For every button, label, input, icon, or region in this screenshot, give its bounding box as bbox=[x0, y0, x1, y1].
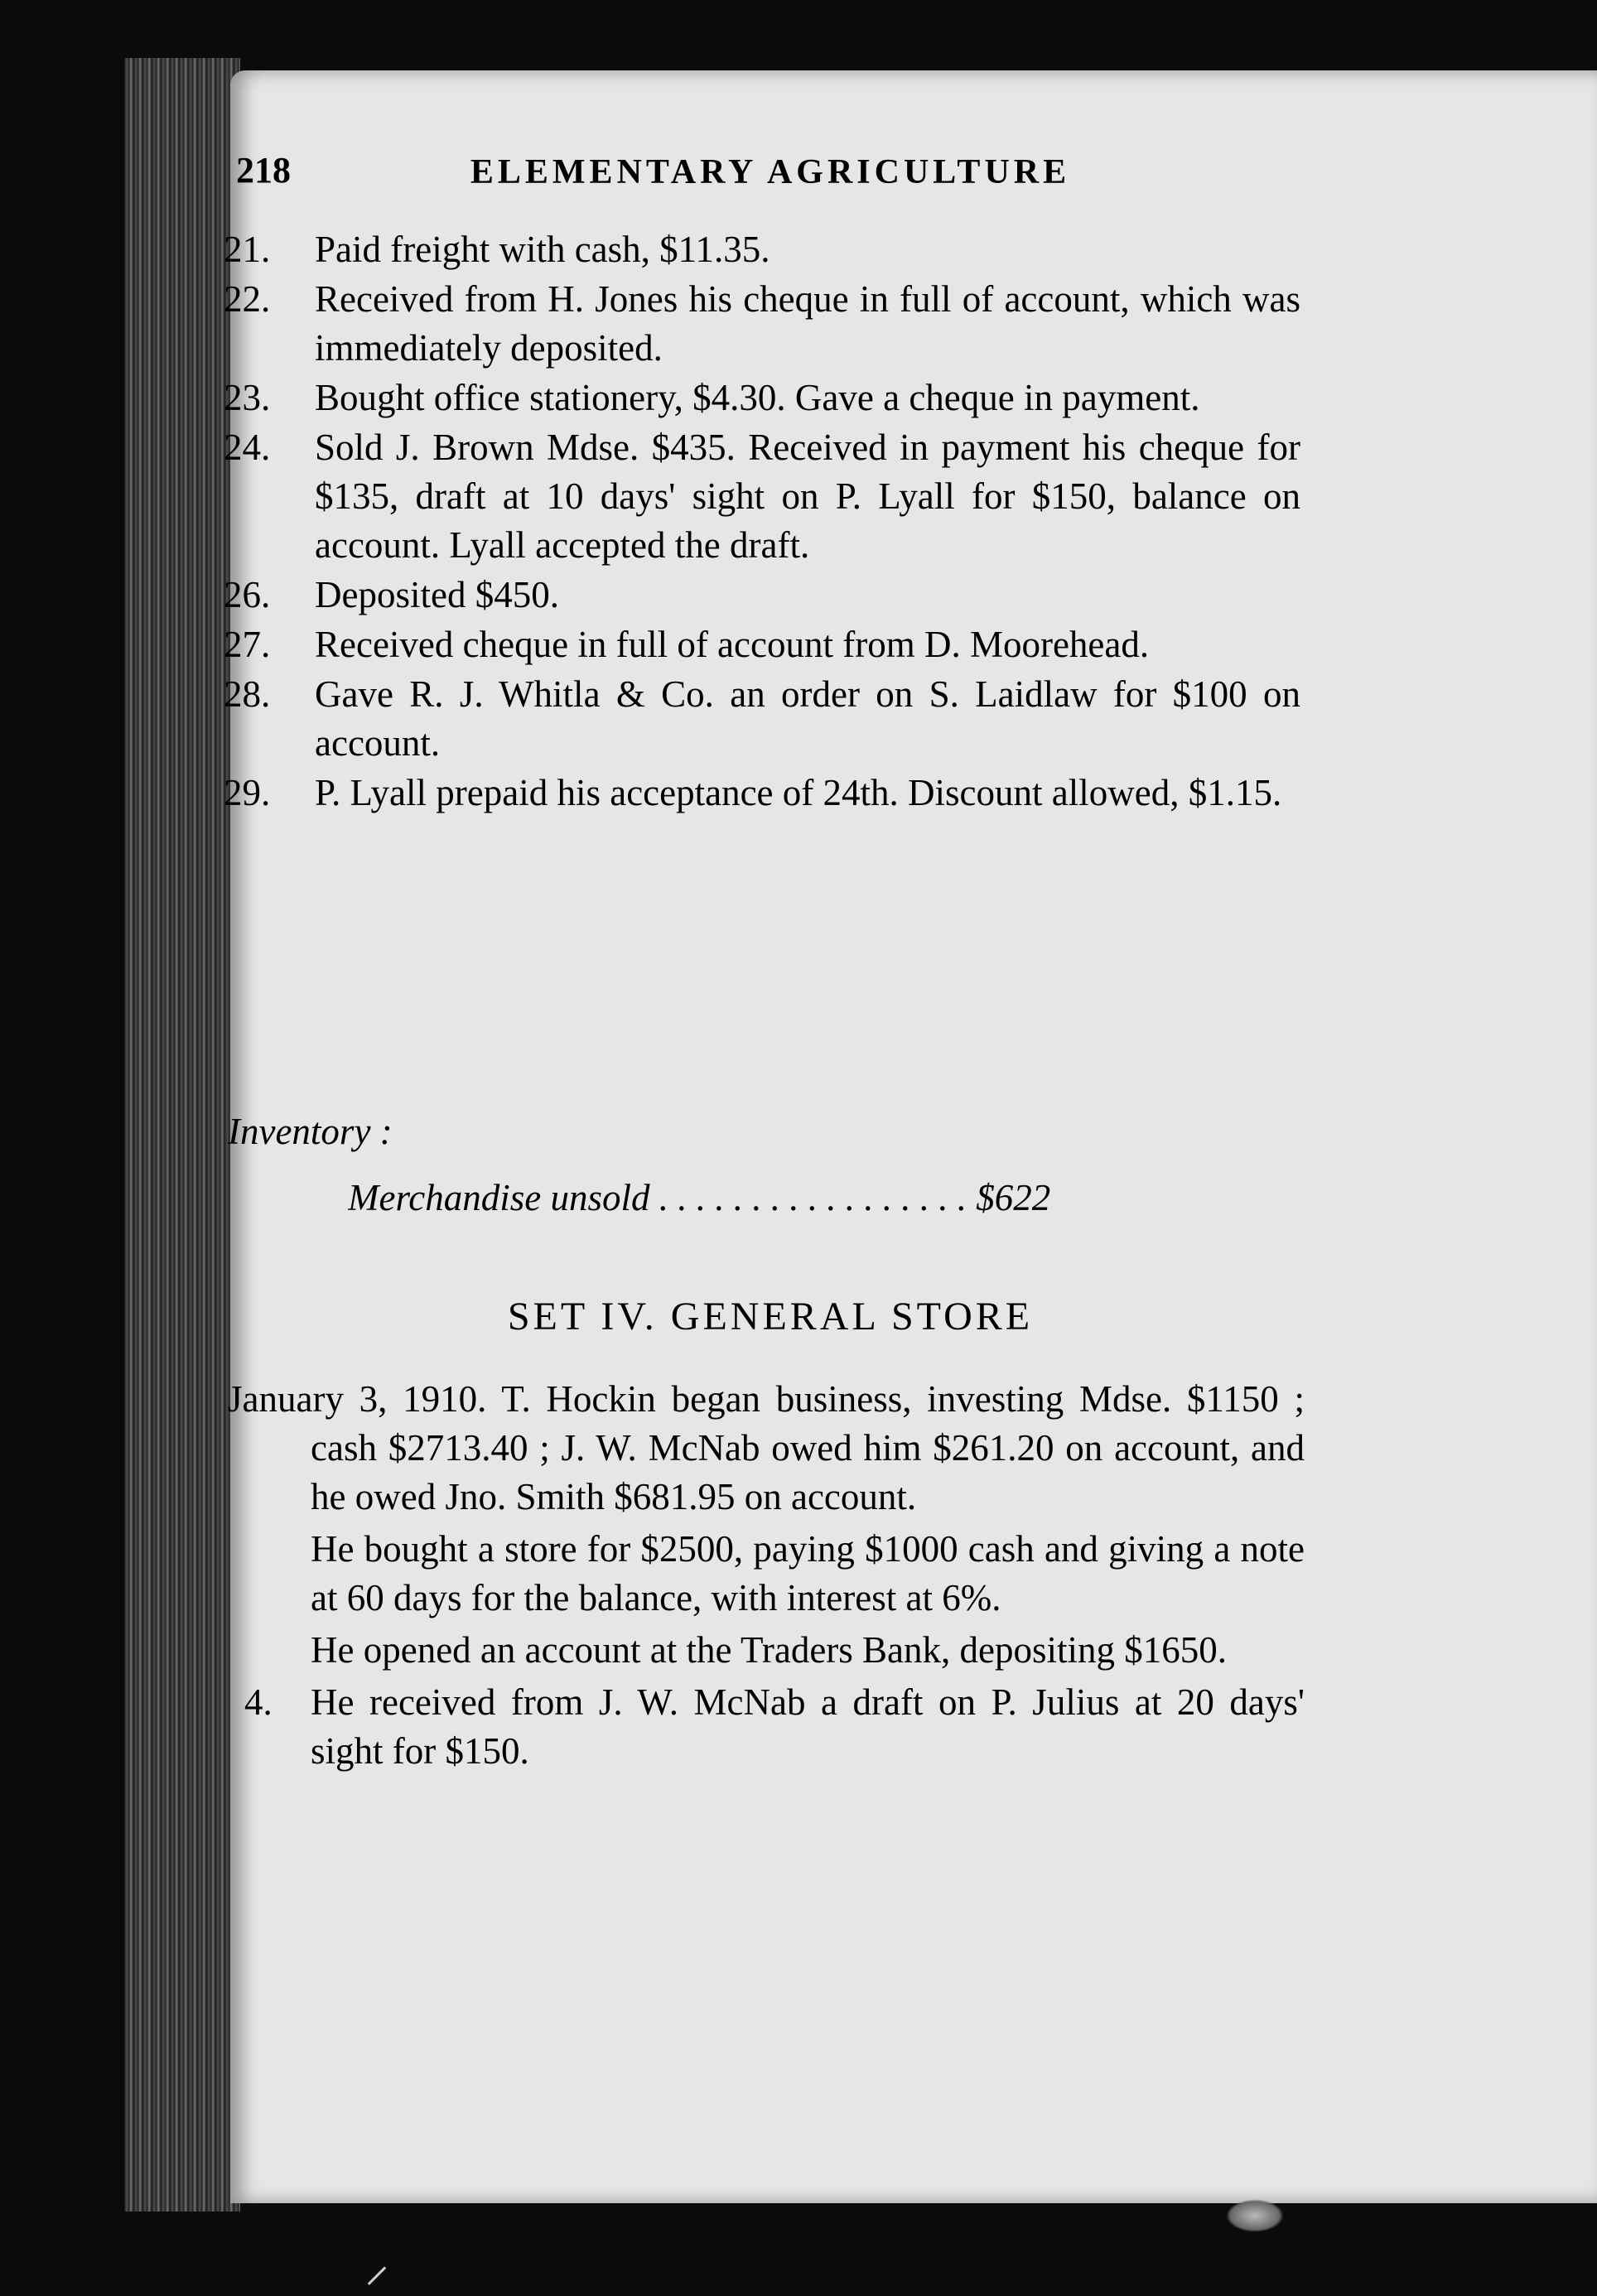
item-text: Gave R. J. Whitla & Co. an order on S. Laidlaw for $100 on account. bbox=[315, 673, 1300, 764]
running-title: ELEMENTARY AGRICULTURE bbox=[470, 153, 1071, 191]
handwritten-mark: ⸝ bbox=[364, 2237, 389, 2292]
item-text: Received cheque in full of account from D. Moorehead. bbox=[315, 624, 1150, 665]
list-item bbox=[224, 769, 1300, 818]
list-item bbox=[224, 620, 1300, 669]
item-text: Paid freight with cash, $11.35. bbox=[315, 229, 770, 270]
list-item bbox=[228, 1678, 1305, 1776]
ink-smudge bbox=[1226, 2199, 1284, 2232]
item-text: Sold J. Brown Mdse. $435. Received in payment his cheque for $135, draft at 10 days' sight on P. Lyall for $150, balance on account. Lyall accepted the draft. bbox=[315, 427, 1300, 566]
inventory-value: $622 bbox=[976, 1177, 1051, 1218]
dot-leader: . . . . . . . . . . . . . . . . . bbox=[649, 1177, 977, 1218]
page-number: 218 bbox=[236, 150, 291, 191]
inventory-line bbox=[348, 1176, 1309, 1219]
item-number: 21. bbox=[224, 229, 271, 270]
paragraph-store-purchase: He bought a store for $2500, paying $1000 cash and giving a note at 60 days for the balance, with interest at 6%. bbox=[311, 1528, 1305, 1618]
item-text: Bought office stationery, $4.30. Gave a cheque in payment. bbox=[315, 377, 1200, 418]
inventory-line-label: Merchandise unsold bbox=[348, 1177, 650, 1218]
item-text: Deposited $450. bbox=[315, 574, 559, 615]
item-number: 23. bbox=[224, 377, 271, 418]
set-iv-body bbox=[228, 1375, 1305, 1777]
item-number: 22. bbox=[224, 278, 271, 320]
item-number: 29. bbox=[224, 772, 271, 813]
page-header bbox=[236, 149, 1255, 199]
list-item bbox=[224, 374, 1300, 422]
list-item bbox=[224, 225, 1300, 274]
list-item bbox=[224, 670, 1300, 768]
item-number: 26. bbox=[224, 574, 271, 615]
inventory-label: Inventory : bbox=[228, 1111, 393, 1152]
item-text: P. Lyall prepaid his acceptance of 24th. Discount allowed, $1.15. bbox=[315, 772, 1282, 813]
paragraph-january-3: January 3, 1910. T. Hockin began business, investing Mdse. $1150 ; cash $2713.40 ; J. W. McNab owed him $261.20 on account, and he owed Jno. Smith $681.95 on account. bbox=[228, 1378, 1305, 1517]
section-heading: SET IV. GENERAL STORE bbox=[507, 1295, 1034, 1339]
item-number: 28. bbox=[224, 673, 271, 715]
item-number: 24. bbox=[224, 427, 271, 468]
list-item bbox=[224, 423, 1300, 570]
item-text: He received from J. W. McNab a draft on P. Julius at 20 days' sight for $150. bbox=[311, 1681, 1305, 1772]
paragraph-bank-account: He opened an account at the Traders Bank, depositing $1650. bbox=[311, 1629, 1228, 1671]
book-spine-edge bbox=[124, 58, 240, 2212]
transaction-list bbox=[224, 225, 1300, 818]
item-number: 27. bbox=[224, 624, 271, 665]
list-item bbox=[224, 275, 1300, 373]
list-item bbox=[224, 571, 1300, 620]
item-number: 4. bbox=[244, 1681, 273, 1723]
item-text: Received from H. Jones his cheque in full of account, which was immediately deposited. bbox=[315, 278, 1300, 369]
